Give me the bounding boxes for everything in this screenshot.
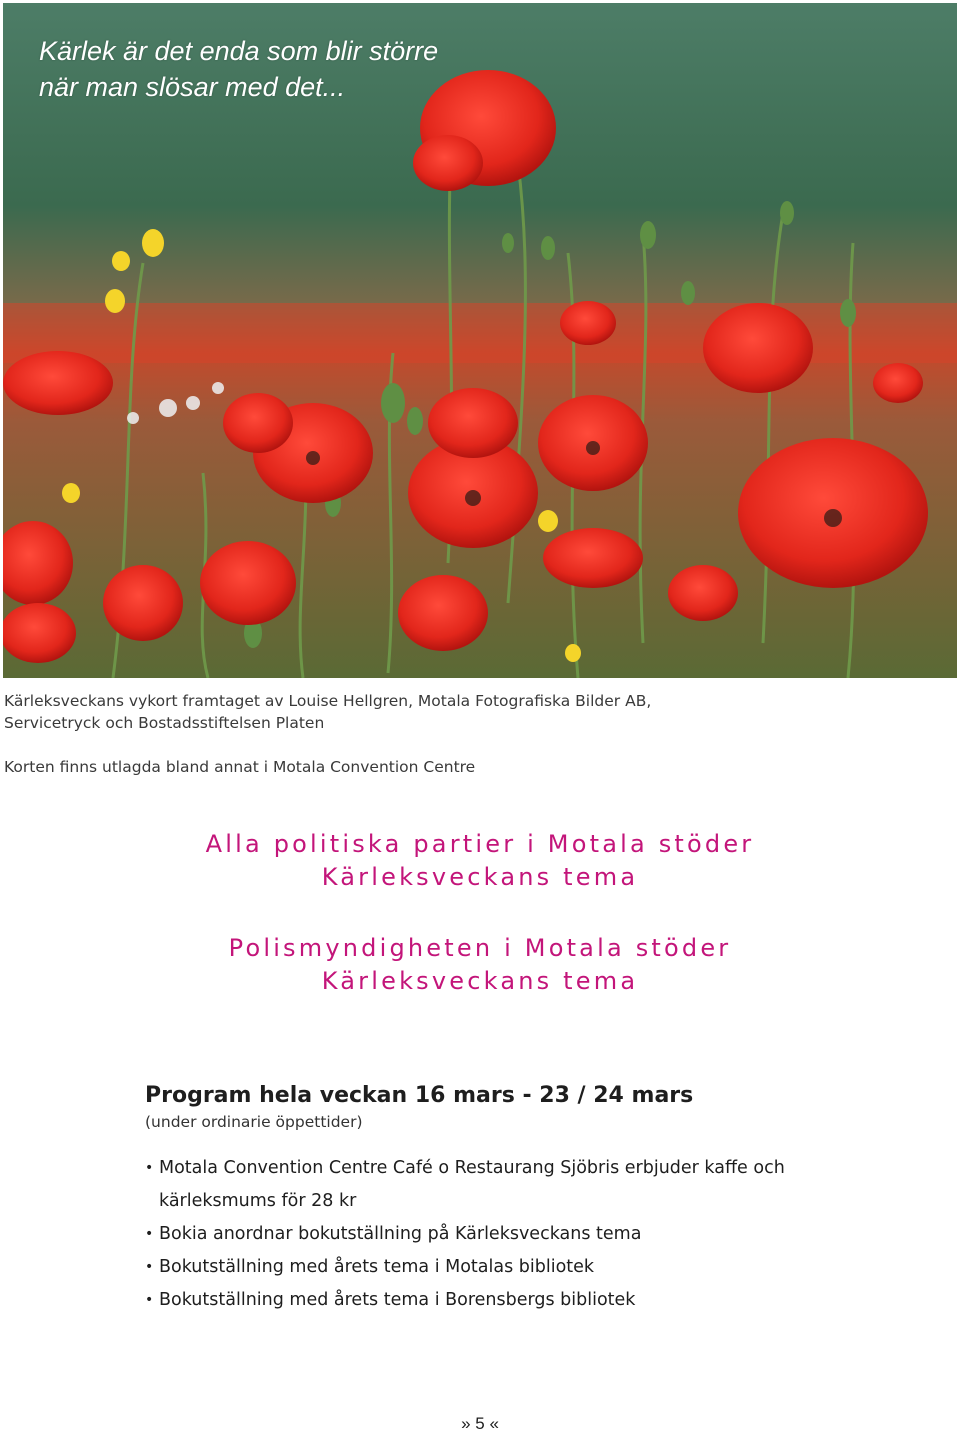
statement-2-line-1: Polismyndigheten i Motala stöder: [228, 934, 732, 962]
list-item: [145, 1284, 865, 1317]
program-subtitle: (under ordinarie öppettider): [145, 1113, 363, 1131]
credits-line-2: Servicetryck och Bostadsstiftelsen Platen: [4, 714, 325, 732]
quote-line-2: när man slösar med det...: [39, 72, 346, 102]
list-item-text: Bokia anordnar bokutställning på Kärleksveckans tema: [159, 1224, 642, 1244]
statement-political-parties: [0, 828, 960, 894]
program-section: [145, 1080, 865, 1317]
list-item-continuation: [145, 1185, 865, 1218]
program-list: [145, 1152, 865, 1317]
statement-1-line-1: Alla politiska partier i Motala stöder: [205, 830, 755, 858]
list-item-text: kärleksmums för 28 kr: [159, 1191, 357, 1211]
list-item: [145, 1251, 865, 1284]
bullet-icon: •: [145, 1292, 154, 1308]
list-item: [145, 1218, 865, 1251]
quote-line-1: Kärlek är det enda som blir större: [39, 36, 439, 66]
credits-line-1: Kärleksveckans vykort framtaget av Louise Hellgren, Motala Fotografiska Bilder AB,: [4, 692, 652, 710]
statement-1-line-2: Kärleksveckans tema: [321, 863, 639, 891]
list-item-text: Bokutställning med årets tema i Borensbergs bibliotek: [159, 1290, 636, 1310]
availability-note: Korten finns utlagda bland annat i Motala Convention Centre: [4, 758, 476, 776]
bullet-icon: •: [145, 1160, 154, 1176]
page-number: » 5 «: [461, 1414, 499, 1433]
photo-quote: [39, 33, 438, 105]
bullet-icon: •: [145, 1226, 154, 1242]
list-item-text: Bokutställning med årets tema i Motalas bibliotek: [159, 1257, 595, 1277]
program-title: Program hela veckan 16 mars - 23 / 24 mars: [145, 1083, 694, 1108]
statement-police: [0, 932, 960, 998]
poppy-field-photo: [3, 3, 957, 678]
list-item: [145, 1152, 865, 1185]
photo-credits: [4, 690, 651, 734]
statement-2-line-2: Kärleksveckans tema: [321, 967, 639, 995]
list-item-text: Motala Convention Centre Café o Restaurang Sjöbris erbjuder kaffe och: [159, 1158, 785, 1178]
bullet-icon: •: [145, 1259, 154, 1275]
